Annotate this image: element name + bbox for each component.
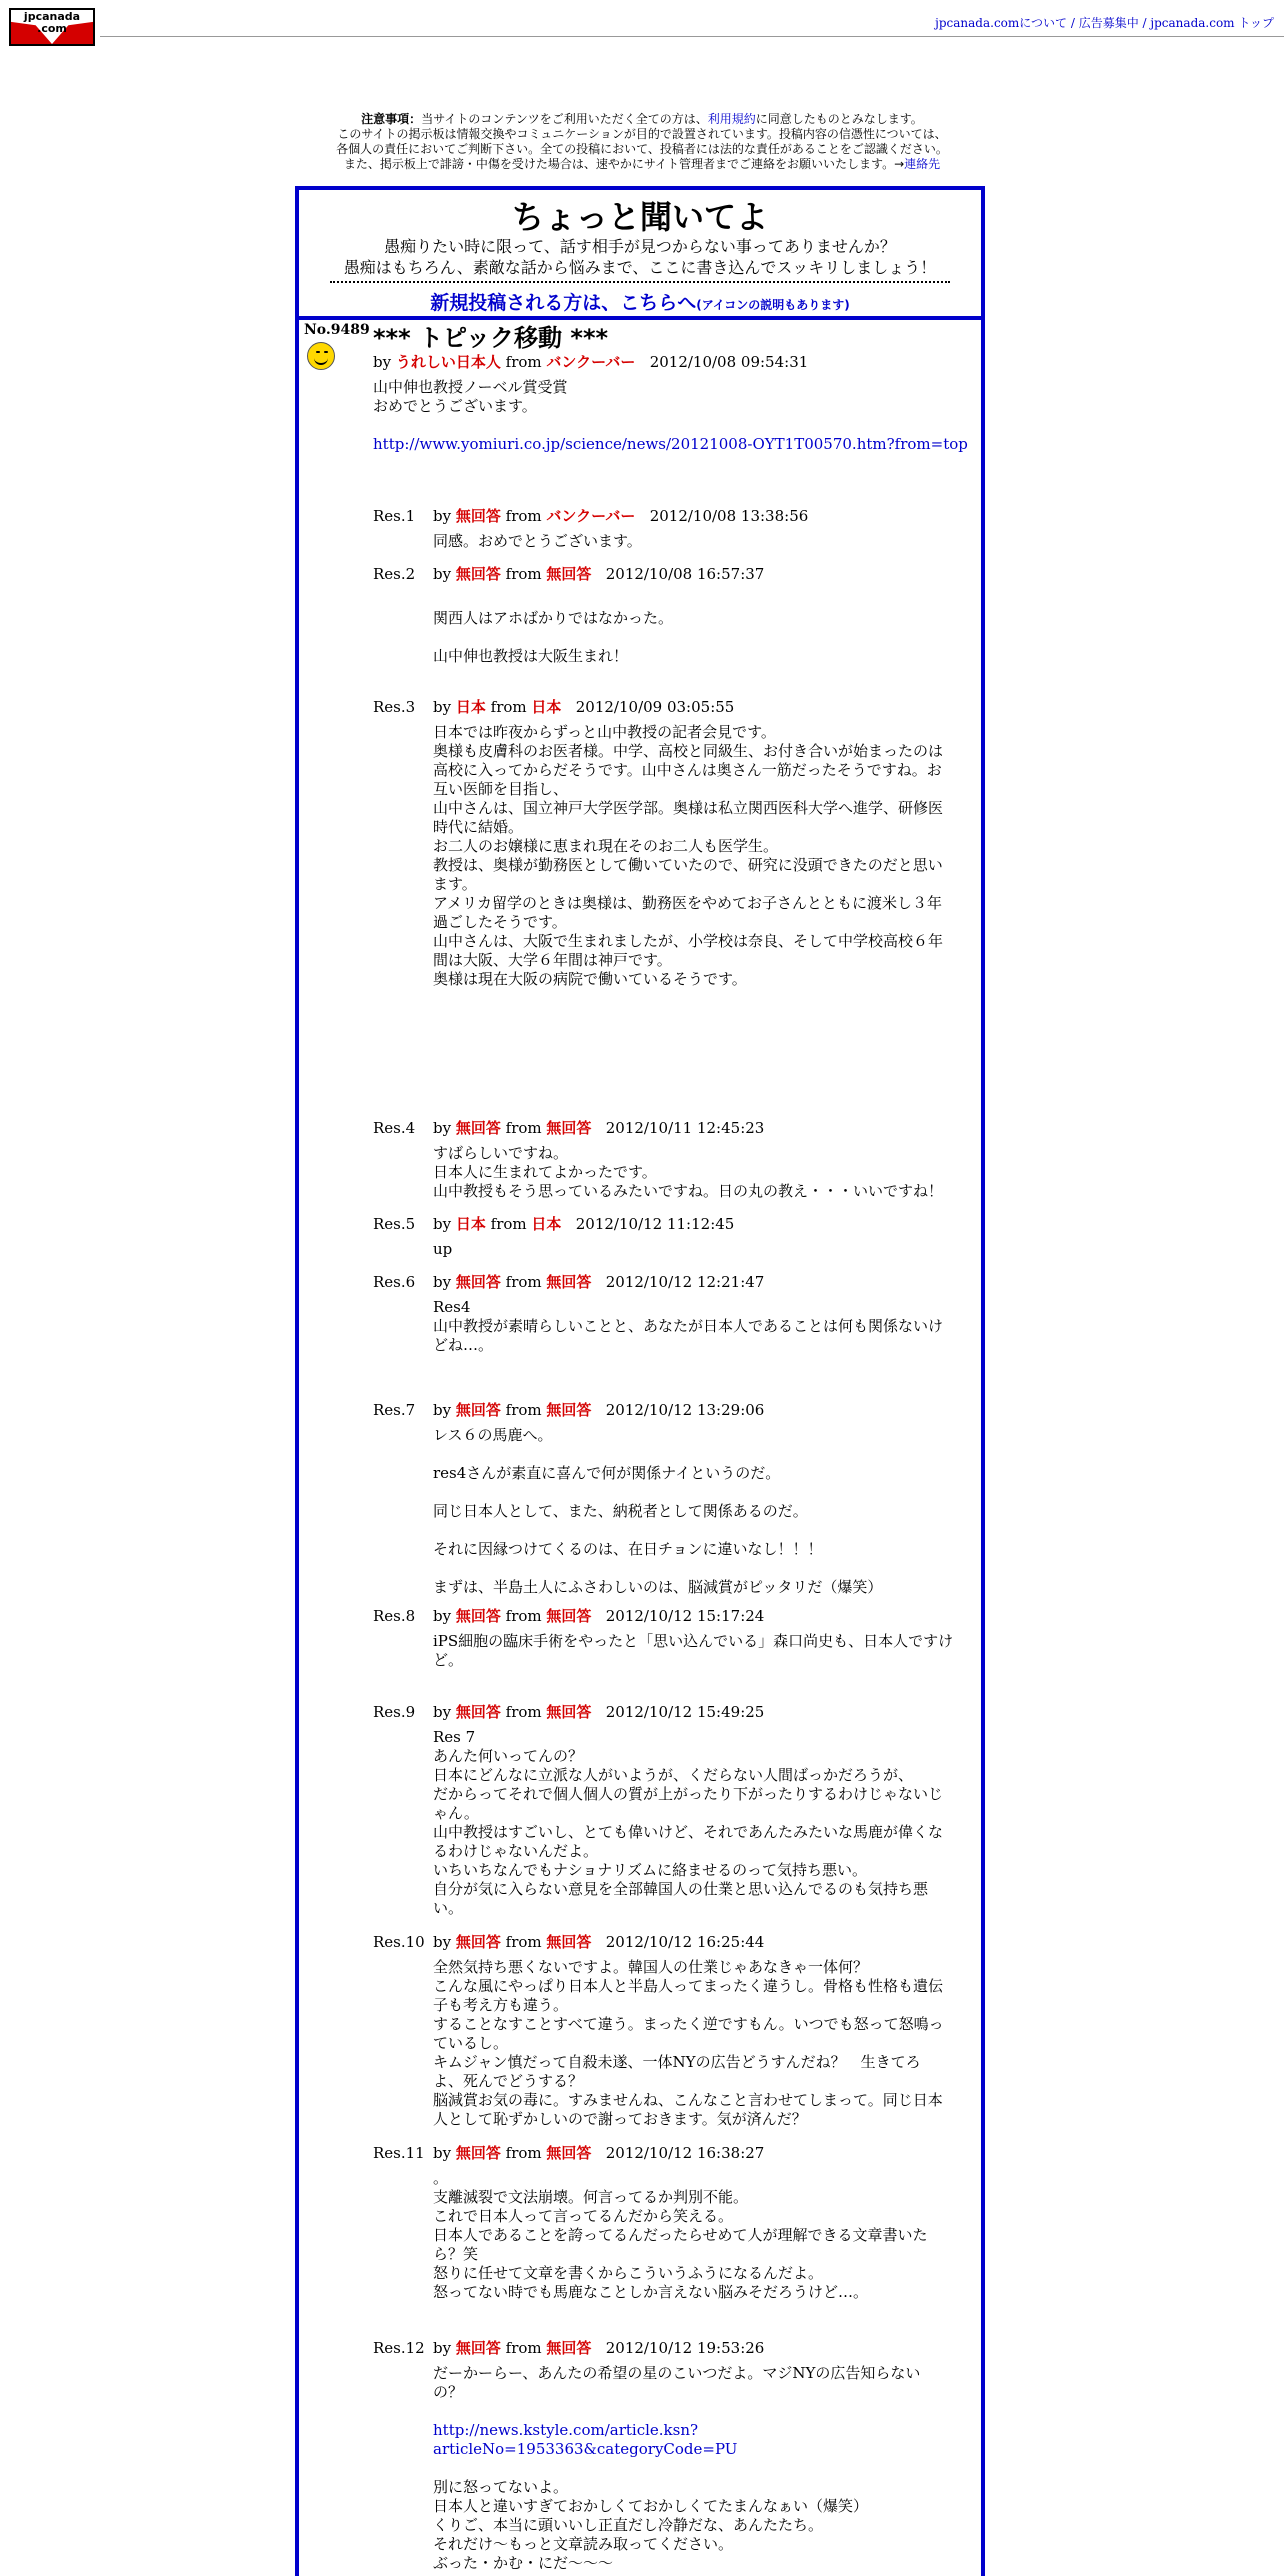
response-label: Res.5 — [373, 1215, 416, 1233]
response-message: 関西人はアホばかりではなかった。 山中伸也教授は大阪生まれ！ — [433, 609, 674, 665]
from-label: from — [490, 698, 527, 716]
by-label: by — [433, 1703, 452, 1721]
from-label: from — [505, 2144, 542, 2162]
response-label: Res.10 — [373, 1933, 425, 1951]
response-label: Res.1 — [373, 507, 416, 525]
top-divider — [100, 36, 1284, 37]
response-content — [433, 697, 983, 989]
response-label: Res.8 — [373, 1607, 416, 1625]
response-content — [433, 2143, 983, 2302]
response-meta — [433, 506, 983, 526]
topic-title: *** トピック移動 *** — [373, 324, 609, 352]
new-post-link[interactable] — [430, 292, 849, 314]
response-date: 2012/10/11 12:45:23 — [605, 1119, 765, 1137]
response-author: 日本 — [455, 698, 486, 716]
from-label: from — [505, 1273, 542, 1291]
response-label: Res.9 — [373, 1703, 416, 1721]
response-location: 無回答 — [546, 1401, 592, 1419]
response-author: 無回答 — [455, 1273, 501, 1291]
response-author: 日本 — [455, 1215, 486, 1233]
response-location: 無回答 — [546, 2144, 592, 2162]
response-date: 2012/10/09 03:05:55 — [575, 698, 735, 716]
response-location: 無回答 — [546, 1607, 592, 1625]
response-date: 2012/10/12 16:25:44 — [605, 1933, 765, 1951]
notice-line-3: 各個人の責任においてご判断下さい。全ての投稿において、投稿者には法的な責任があることをご認識ください。 — [336, 142, 948, 156]
response-content — [433, 1214, 983, 1259]
from-label: from — [505, 2339, 542, 2357]
from-label: from — [505, 1933, 542, 1951]
response-location: 無回答 — [546, 1119, 592, 1137]
response-location: 無回答 — [546, 2339, 592, 2357]
new-post-note: (アイコンの説明もあります) — [696, 298, 850, 312]
board-subtitle-2: 愚痴はもちろん、素敵な話から悩みまで、ここに書き込んでスッキリしましょう！ — [343, 258, 937, 277]
response-label: Res.4 — [373, 1119, 416, 1137]
from-label: from — [505, 1119, 542, 1137]
by-label: by — [433, 1273, 452, 1291]
board-header — [299, 190, 981, 320]
response-location: 無回答 — [546, 565, 592, 583]
response-author: 無回答 — [455, 1607, 501, 1625]
response-date: 2012/10/12 19:53:26 — [605, 2339, 765, 2357]
from-label: from — [505, 507, 542, 525]
response-content — [433, 1272, 983, 1355]
response-label: Res.12 — [373, 2339, 425, 2357]
response-meta — [433, 2143, 983, 2163]
topic-body — [373, 324, 973, 454]
response-content — [433, 1702, 983, 1918]
response-author: 無回答 — [455, 1119, 501, 1137]
smiley-icon — [307, 342, 335, 370]
response-meta — [433, 564, 983, 584]
response-date: 2012/10/12 15:49:25 — [605, 1703, 765, 1721]
response-meta — [433, 1702, 983, 1722]
link-separator: / — [1067, 16, 1079, 30]
topic-link[interactable]: http://www.yomiuri.co.jp/science/news/20121008-OYT1T00570.htm?from=top — [373, 435, 968, 453]
from-label: from — [505, 1703, 542, 1721]
by-label: by — [433, 1119, 452, 1137]
new-post-label: 新規投稿される方は、こちらへ — [430, 292, 697, 314]
response-label: Res.2 — [373, 565, 416, 583]
response-author: 無回答 — [455, 2144, 501, 2162]
response-message: up — [433, 1240, 453, 1258]
board-container — [295, 186, 985, 2576]
contact-link[interactable]: 連絡先 — [904, 157, 941, 171]
response-meta — [433, 1214, 983, 1234]
about-link[interactable]: jpcanada.comについて — [935, 16, 1068, 30]
by-label: by — [433, 1607, 452, 1625]
response-content — [433, 1606, 983, 1670]
board-subtitle-1: 愚痴りたい時に限って、話す相手が見つからない事ってありませんか？ — [384, 237, 896, 256]
notice-line-2: このサイトの掲示板は情報交換やコミュニケーションが目的で設置されています。投稿内容の信憑性については、 — [337, 127, 947, 141]
response-message: Res4 山中教授が素晴らしいことと、あなたが日本人であることは何も関係ないけ どね…。 — [433, 1298, 944, 1354]
response-label: Res.11 — [373, 2144, 425, 2162]
home-link[interactable]: jpcanada.com トップ — [1150, 16, 1274, 30]
response-date: 2012/10/12 13:29:06 — [605, 1401, 765, 1419]
response-author: 無回答 — [455, 1933, 501, 1951]
from-label: from — [505, 353, 542, 371]
response-meta — [433, 1932, 983, 1952]
from-label: from — [505, 565, 542, 583]
response-meta — [433, 1400, 983, 1420]
notice-line-4: また、掲示板上で誹謗・中傷を受けた場合は、速やかにサイト管理者までご連絡をお願いいたします。→ — [343, 157, 905, 171]
response-message: レス６の馬鹿へ。 res4さんが素直に喜んで何が関係ナイというのだ。 同じ日本人として、また、納税者として関係あるのだ。 それに因縁つけてくるのは、在日チョンに違いなし！！！ まずは、半島土人にふさわしいのは、脳減賞がピッタリだ（爆笑） — [433, 1426, 883, 1596]
response-location: 無回答 — [546, 1933, 592, 1951]
board-title: ちょっと聞いてよ — [511, 198, 768, 236]
by-label: by — [433, 2339, 452, 2357]
response-meta — [433, 697, 983, 717]
by-label: by — [433, 1933, 452, 1951]
response-label: Res.3 — [373, 698, 416, 716]
response-location: 無回答 — [546, 1273, 592, 1291]
response-date: 2012/10/12 15:17:24 — [605, 1607, 765, 1625]
response-date: 2012/10/08 16:57:37 — [605, 565, 765, 583]
by-label: by — [373, 353, 392, 371]
notice — [300, 112, 984, 172]
response-meta — [433, 1606, 983, 1626]
response-content — [433, 1400, 983, 1597]
from-label: from — [490, 1215, 527, 1233]
response-message: iPS細胞の臨床手術をやったと「思い込んでいる」森口尚史も、日本人ですけ ど。 — [433, 1632, 954, 1669]
by-label: by — [433, 698, 452, 716]
by-label: by — [433, 1215, 452, 1233]
by-label: by — [433, 565, 452, 583]
topic-location: バンクーバー — [546, 353, 636, 371]
topic-number: No.9489 — [304, 322, 370, 338]
response-meta — [433, 1118, 983, 1138]
response-message: 全然気持ち悪くないですよ。韓国人の仕業じゃあなきゃ一体何？ こんな風にやっぱり日本人と半島人ってまったく違うし。骨格も性格も遺伝 子も考え方も違う。 することなすことすべて違う。まったく逆ですもん。いつでも怒って怒鳴っ ているし。 キムジャン慎だって自殺未遂、一体NYの広告どうすんだね？ 生きてろ よ、死んでどうする？ 脳減賞お気の毒に。すみませんね、こんなこと言わせてしまって。同じ日本 人として恥ずかしいので謝っておきます。気が済んだ？ — [433, 1958, 944, 2128]
from-label: from — [505, 1607, 542, 1625]
response-date: 2012/10/12 12:21:47 — [605, 1273, 765, 1291]
response-author: 無回答 — [455, 1401, 501, 1419]
response-content — [433, 1932, 983, 2129]
response-author: 無回答 — [455, 507, 501, 525]
response-location: 日本 — [531, 1215, 562, 1233]
link-separator: / — [1138, 16, 1151, 30]
response-message: 日本では昨夜からずっと山中教授の記者会見です。 奥様も皮膚科のお医者様。中学、高校と同級生、お付き合いが始まったのは 高校に入ってからだそうです。山中さんは奥さん一筋だったそうですね。お 互い医師を目指し、 山中さんは、国立神戸大学医学部。奥様は私立関西医科大学へ進学、研修医 時代に結婚。 お二人のお嬢様に恵まれ現在そのお二人も医学生。 教授は、奥様が勤務医として働いていたので、研究に没頭できたのだと思い ます。 アメリカ留学のときは奥様は、勤務医をやめてお子さんとともに渡米し３年 過ごしたそうです。 山中さんは、大阪で生まれましたが、小学校は奈良、そして中学校高校６年 間は大阪、大学６年間は神戸です。 奥様は現在大阪の病院で働いているそうです。 — [433, 723, 944, 988]
response-meta — [433, 2338, 983, 2358]
response-date: 2012/10/12 11:12:45 — [575, 1215, 735, 1233]
response-meta — [433, 1272, 983, 1292]
top-links — [935, 14, 1274, 31]
notice-text-2: に同意したものとみなします。 — [755, 112, 923, 126]
notice-text-1: 当サイトのコンテンツをご利用いただく全ての方は、 — [421, 112, 708, 126]
notice-label: 注意事項： — [361, 112, 422, 126]
response-message: だーかーらー、あんたの希望の星のこいつだよ。マジNYの広告知らない の？ — [433, 2364, 921, 2401]
response-message-2: 別に怒ってないよ。 日本人と違いすぎておかしくておかしくてたまんなぁい（爆笑） くりご、本当に頭いいし正直だし冷静だな、あんたたち。 それだけ～もっと文章読み取ってください。 ぶった・かむ・にだ～～～ — [433, 2478, 869, 2572]
by-label: by — [433, 2144, 452, 2162]
terms-link[interactable]: 利用規約 — [707, 112, 756, 126]
response-content — [433, 564, 983, 666]
topic-message: 山中伸也教授ノーベル賞受賞 おめでとうございます。 — [373, 378, 568, 415]
site-logo[interactable] — [9, 8, 95, 46]
from-label: from — [505, 1401, 542, 1419]
response-label: Res.6 — [373, 1273, 416, 1291]
response-message: 同感。おめでとうございます。 — [433, 532, 642, 550]
by-label: by — [433, 1401, 452, 1419]
response-message: Res 7 あんた何いってんの？ 日本にどんなに立派な人がいようが、くだらない人間ばっかだろうが、 だからってそれで個人個人の質が上がったり下がったりするわけじゃないじ ゃん。 山中教授はすごいし、とても偉いけど、それであんたみたいな馬鹿が偉くな るわけじゃないんだよ。 いちいちなんでもナショナリズムに絡ませるのって気持ち悪い。 自分が気に入らない意見を全部韓国人の仕業と思い込んでるのも気持ち悪 い。 — [433, 1728, 944, 1917]
response-content — [433, 1118, 983, 1201]
topic-meta — [373, 352, 973, 372]
response-label: Res.7 — [373, 1401, 416, 1419]
header-divider — [330, 281, 950, 283]
response-author: 無回答 — [455, 1703, 501, 1721]
response-message: すばらしいですね。 日本人に生まれてよかったです。 山中教授もそう思っているみたいですね。日の丸の教え・・・いいですね！ — [433, 1144, 944, 1200]
response-location: バンクーバー — [546, 507, 636, 525]
topic-date: 2012/10/08 09:54:31 — [649, 353, 809, 371]
response-link[interactable]: http://news.kstyle.com/article.ksn?articleNo=1953363&categoryCode=PU — [433, 2421, 738, 2458]
response-message: 。 支離滅裂で文法崩壊。何言ってるか判別不能。 これで日本人って言ってるんだから笑える。 日本人であることを誇ってるんだったらせめて人が理解できる文章書いた ら？笑 怒りに任せて文章を書くからこういうふうになるんだよ。 怒ってない時でも馬鹿なことしか言えない脳みそだろうけど…。 — [433, 2169, 928, 2301]
response-date: 2012/10/12 16:38:27 — [605, 2144, 765, 2162]
response-author: 無回答 — [455, 2339, 501, 2357]
response-content — [433, 2338, 983, 2573]
topic-author: うれしい日本人 — [395, 353, 501, 371]
response-author: 無回答 — [455, 565, 501, 583]
top-bar — [0, 0, 1284, 40]
logo-text: jpcanada .com — [23, 10, 81, 35]
response-location: 無回答 — [546, 1703, 592, 1721]
response-date: 2012/10/08 13:38:56 — [649, 507, 809, 525]
ad-link[interactable]: 広告募集中 — [1078, 16, 1139, 30]
response-location: 日本 — [531, 698, 562, 716]
response-content — [433, 506, 983, 551]
by-label: by — [433, 507, 452, 525]
